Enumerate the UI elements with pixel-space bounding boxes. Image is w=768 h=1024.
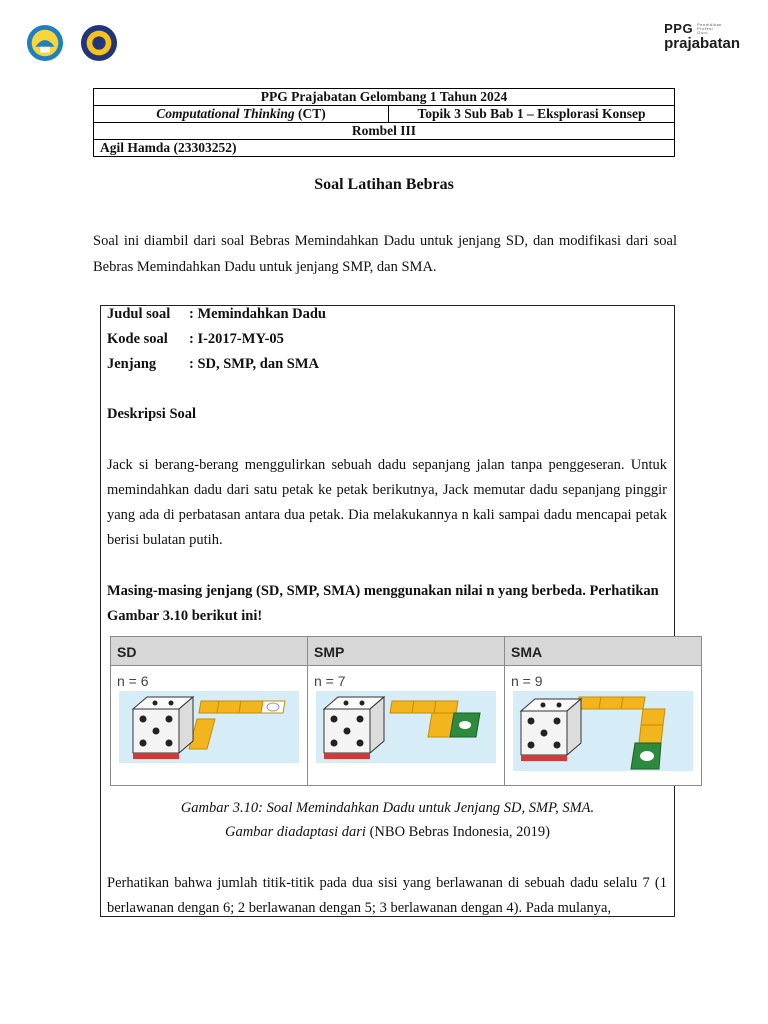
note-paragraph: Perhatikan bahwa jumlah titik-titik pada dua sisi yang berlawanan di sebuah dadu selalu 7 (1 berlawanan dengan 6; 2 berlawanan dengan 5; 3 berlawanan dengan 4). Pada mulanya, <box>107 875 667 916</box>
judul-row: Judul soal : Memindahkan Dadu <box>107 306 326 322</box>
dice-path-illustration <box>119 691 299 763</box>
course-name: Computational Thinking <box>156 106 295 121</box>
kode-row: Kode soal : I-2017-MY-05 <box>107 331 284 347</box>
caption-line-2: Gambar diadaptasi dari (NBO Bebras Indonesia, 2019) <box>224 824 551 840</box>
jenjang-row: Jenjang : SD, SMP, dan SMA <box>107 356 319 372</box>
panel-n-value: n = 6 <box>117 673 149 689</box>
header-rombel: Rombel III <box>94 123 675 140</box>
course-abbrev: (CT) <box>294 106 326 121</box>
logo-group <box>26 24 118 62</box>
header-topic: Topik 3 Sub Bab 1 – Eksplorasi Konsep <box>389 106 675 123</box>
panel-label: SMA <box>505 637 701 666</box>
figure-panel-sma <box>505 637 701 785</box>
deskripsi-heading: Deskripsi Soal <box>107 406 197 422</box>
ppg-brand-logo <box>664 22 740 52</box>
instruction-paragraph: Masing-masing jenjang (SD, SMP, SMA) menggunakan nilai n yang berbeda. Perhatikan Gambar 3.10 berikut ini! <box>107 583 659 624</box>
panel-n-value: n = 7 <box>314 673 346 689</box>
intro-paragraph: Soal ini diambil dari soal Bebras Memindahkan Dadu untuk jenjang SD, dan modifikasi dari soal Bebras Memindahkan Dadu untuk jenjang SMP, dan SMA. <box>93 233 677 275</box>
figure-panel-smp <box>308 637 505 785</box>
header-student: Agil Hamda (23303252) <box>94 140 675 157</box>
header-program: PPG Prajabatan Gelombang 1 Tahun 2024 <box>94 89 675 106</box>
caption-line-1: Gambar 3.10: Soal Memindahkan Dadu untuk Jenjang SD, SMP, SMA. <box>180 800 595 816</box>
figure-panel-sd <box>111 637 308 785</box>
header-course <box>94 106 389 123</box>
figure-caption <box>100 796 675 844</box>
page-title: Soal Latihan Bebras <box>314 176 454 193</box>
panel-n-value: n = 9 <box>511 673 543 689</box>
deskripsi-paragraph: Jack si berang-berang menggulirkan sebuah dadu sepanjang jalan tanpa penggeseran. Untuk memindahkan dadu dari satu petak ke petak berikutnya, Jack memutar dadu sepanjang pinggir yang ada di perbatasan antara dua petak. Dia melakukannya n kali sampai dadu mencapai petak berisi bulatan putih. <box>107 457 667 548</box>
panel-label: SMP <box>308 637 504 666</box>
brand-tagline: Pendidikan Profesi Guru <box>697 22 722 35</box>
dice-figure <box>110 636 702 786</box>
dice-path-illustration <box>513 691 693 771</box>
brand-ppg: PPG <box>664 21 694 36</box>
brand-prajabatan: prajabatan <box>664 35 740 52</box>
dice-path-illustration <box>316 691 496 763</box>
unp-university-logo <box>80 24 118 62</box>
panel-label: SD <box>111 637 307 666</box>
tut-wuri-handayani-logo <box>26 24 64 62</box>
header-table <box>93 88 675 157</box>
